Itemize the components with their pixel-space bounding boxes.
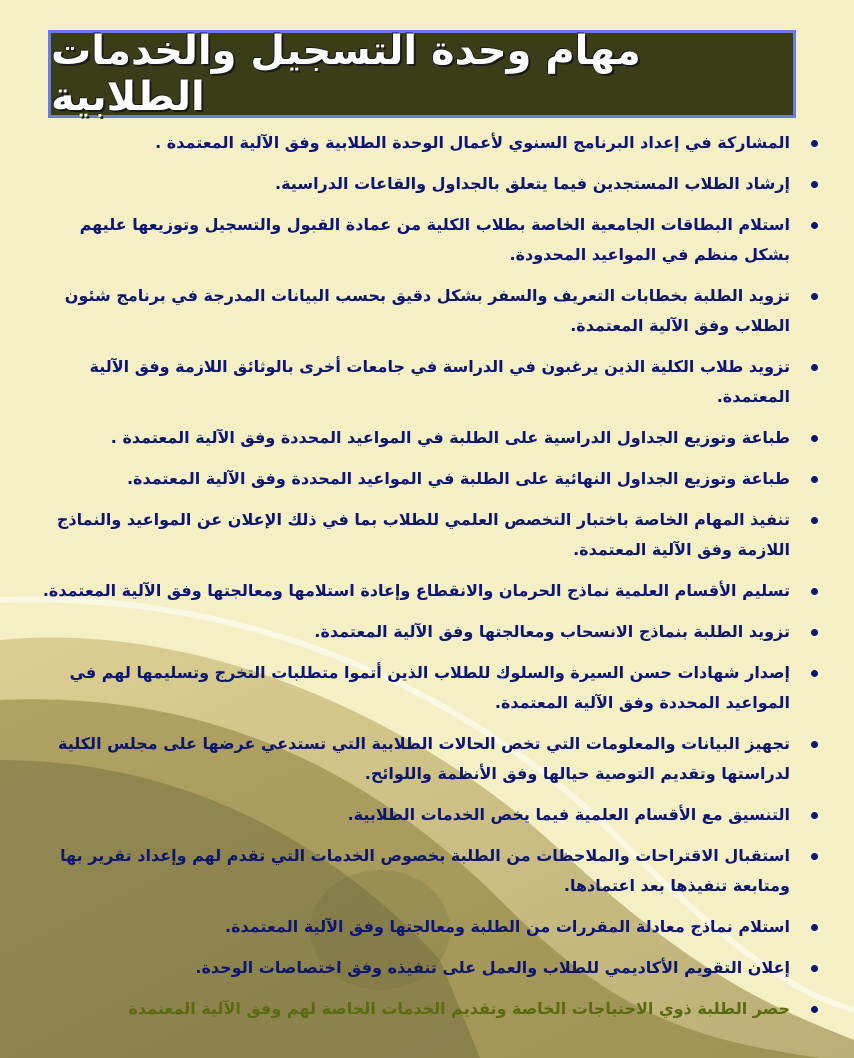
list-item	[36, 281, 826, 341]
list-item	[36, 576, 826, 606]
page-title: مهام وحدة التسجيل والخدمات الطلابية	[51, 28, 641, 120]
bullet-icon	[811, 812, 818, 819]
task-text: تزويد طلاب الكلية الذين يرغبون في الدراسة في جامعات أخرى بالوثائق اللازمة وفق الآلية المعتمدة.	[89, 357, 790, 406]
task-text: التنسيق مع الأقسام العلمية فيما يخص الخدمات الطلابية.	[347, 805, 790, 824]
task-text: حصر الطلبة ذوي الاحتياجات الخاصة وتقديم الخدمات الخاصة لهم وفق الآلية المعتمدة	[128, 999, 790, 1018]
task-text: المشاركة في إعداد البرنامج السنوي لأعمال الوحدة الطلابية وفق الآلية المعتمدة .	[155, 133, 790, 152]
task-text: تزويد الطلبة بخطابات التعريف والسفر بشكل دقيق بحسب البيانات المدرجة في برنامج شئون الطلاب وفق الآلية المعتمدة.	[64, 286, 790, 335]
bullet-icon	[811, 476, 818, 483]
bullet-icon	[811, 435, 818, 442]
list-item	[36, 800, 826, 830]
bullet-icon	[811, 517, 818, 524]
list-item	[36, 994, 826, 1024]
list-item	[36, 505, 826, 565]
title-banner	[48, 30, 796, 118]
bullet-icon	[811, 222, 818, 229]
list-item	[36, 841, 826, 901]
list-item	[36, 953, 826, 983]
tasks-list	[36, 128, 826, 1035]
bullet-icon	[811, 629, 818, 636]
task-text: استلام البطاقات الجامعية الخاصة بطلاب الكلية من عمادة القبول والتسجيل وتوزيعها عليهم بشكل منظم في المواعيد المحدودة.	[79, 215, 790, 264]
task-text: استلام نماذج معادلة المقررات من الطلبة ومعالجتها وفق الآلية المعتمدة.	[224, 917, 790, 936]
list-item	[36, 617, 826, 647]
list-item	[36, 729, 826, 789]
bullet-icon	[811, 364, 818, 371]
list-item	[36, 912, 826, 942]
task-text: إعلان التقويم الأكاديمي للطلاب والعمل على تنفيذه وفق اختصاصات الوحدة.	[195, 958, 790, 977]
bullet-icon	[811, 588, 818, 595]
bullet-icon	[811, 181, 818, 188]
bullet-icon	[811, 741, 818, 748]
task-text: استقبال الاقتراحات والملاحظات من الطلبة بخصوص الخدمات التي تقدم لهم وإعداد تقرير بها ومتابعة تنفيذها بعد اعتمادها.	[60, 846, 790, 895]
task-text: إصدار شهادات حسن السيرة والسلوك للطلاب الذين أتموا متطلبات التخرج وتسليمها لهم في المواعيد المحددة وفق الآلية المعتمدة.	[69, 663, 790, 712]
list-item	[36, 210, 826, 270]
bullet-icon	[811, 140, 818, 147]
task-text: طباعة وتوزيع الجداول النهائية على الطلبة في المواعيد المحددة وفق الآلية المعتمدة.	[126, 469, 790, 488]
task-text: تجهيز البيانات والمعلومات التي تخص الحالات الطلابية التي تستدعي عرضها على مجلس الكلية لدراستها وتقديم التوصية حيالها وفق الأنظمة واللوائح.	[57, 734, 790, 783]
bullet-icon	[811, 1006, 818, 1013]
task-text: تنفيذ المهام الخاصة باختبار التخصص العلمي للطلاب بما في ذلك الإعلان عن المواعيد والنماذج اللازمة وفق الآلية المعتمدة.	[56, 510, 790, 559]
bullet-icon	[811, 670, 818, 677]
task-text: إرشاد الطلاب المستجدين فيما يتعلق بالجداول والقاعات الدراسية.	[275, 174, 790, 193]
bullet-icon	[811, 965, 818, 972]
list-item	[36, 352, 826, 412]
list-item	[36, 128, 826, 158]
task-text: تسليم الأقسام العلمية نماذج الحرمان والانقطاع وإعادة استلامها ومعالجتها وفق الآلية المعتمدة.	[42, 581, 790, 600]
bullet-icon	[811, 924, 818, 931]
list-item	[36, 423, 826, 453]
task-text: طباعة وتوزيع الجداول الدراسية على الطلبة في المواعيد المحددة وفق الآلية المعتمدة .	[110, 428, 790, 447]
bullet-icon	[811, 293, 818, 300]
bullet-icon	[811, 853, 818, 860]
list-item	[36, 464, 826, 494]
list-item	[36, 658, 826, 718]
list-item	[36, 169, 826, 199]
task-text: تزويد الطلبة بنماذج الانسحاب ومعالجتها وفق الآلية المعتمدة.	[314, 622, 790, 641]
